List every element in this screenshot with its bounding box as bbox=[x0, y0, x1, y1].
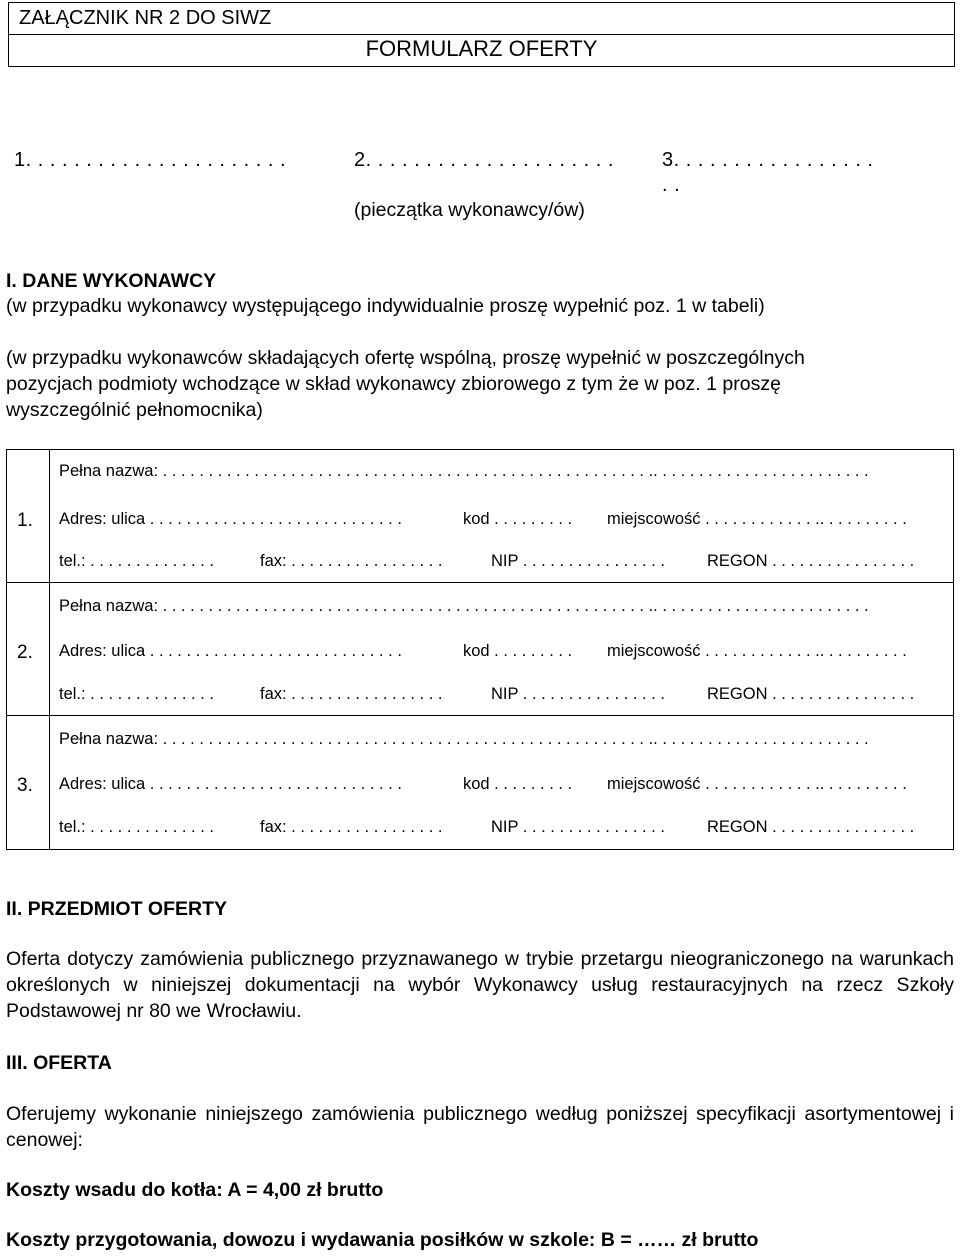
contractor-1-regon[interactable]: REGON . . . . . . . . . . . . . . . . bbox=[707, 552, 915, 570]
contractor-table bbox=[6, 449, 954, 850]
contractor-3-postcode[interactable]: kod . . . . . . . . . bbox=[463, 775, 573, 793]
table-column-divider bbox=[49, 450, 50, 849]
contractor-3-city[interactable]: miejscowość . . . . . . . . . . . . .. . . . . . . . . . bbox=[607, 775, 907, 793]
contractor-1-full-name[interactable]: Pełna nazwa: . . . . . . . . . . . . . . . . . . . . . . . . . . . . . . . . . . . . . . . . . . . . . . . . . . . . . .. . . . . . . . . . . . . . . . . . . . . . . . bbox=[59, 462, 869, 480]
contractor-2-number: 2. bbox=[17, 642, 33, 663]
contractor-1-nip[interactable]: NIP . . . . . . . . . . . . . . . . bbox=[491, 552, 665, 570]
contractor-3-fax[interactable]: fax: . . . . . . . . . . . . . . . . . bbox=[260, 818, 443, 836]
contractor-2-tel[interactable]: tel.: . . . . . . . . . . . . . . bbox=[59, 685, 214, 703]
contractor-1-postcode[interactable]: kod . . . . . . . . . bbox=[463, 510, 573, 528]
contractor-2-full-name[interactable]: Pełna nazwa: . . . . . . . . . . . . . . . . . . . . . . . . . . . . . . . . . . . . . . . . . . . . . . . . . . . . . .. . . . . . . . . . . . . . . . . . . . . . . . bbox=[59, 597, 869, 615]
cost-b-line: Koszty przygotowania, dowozu i wydawania posiłków w szkole: B = …… zł brutto bbox=[6, 1229, 759, 1251]
section1-note-joint-line2: pozycjach podmioty wchodzące w skład wykonawcy zbiorowego z tym że w poz. 1 proszę bbox=[6, 373, 781, 395]
header-box bbox=[8, 2, 955, 67]
contractor-1-street[interactable]: Adres: ulica . . . . . . . . . . . . . . . . . . . . . . . . . . . . bbox=[59, 510, 402, 528]
contractor-3-nip[interactable]: NIP . . . . . . . . . . . . . . . . bbox=[491, 818, 665, 836]
contractor-3-street[interactable]: Adres: ulica . . . . . . . . . . . . . . . . . . . . . . . . . . . . bbox=[59, 775, 402, 793]
stamp-caption: (pieczątka wykonawcy/ów) bbox=[354, 199, 585, 221]
contractor-2-fax[interactable]: fax: . . . . . . . . . . . . . . . . . bbox=[260, 685, 443, 703]
table-row-divider bbox=[7, 715, 953, 716]
section3-heading: III. OFERTA bbox=[6, 1052, 112, 1074]
form-title: FORMULARZ OFERTY bbox=[365, 36, 598, 61]
stamp-field-3[interactable]: 3. . . . . . . . . . . . . . . . . bbox=[662, 149, 874, 171]
section3-paragraph: Oferujemy wykonanie niniejszego zamówienia publicznego według poniższej specyfikacji asortymentowej i cenowej: bbox=[6, 1103, 954, 1151]
contractor-2-city[interactable]: miejscowość . . . . . . . . . . . . .. . . . . . . . . . bbox=[607, 642, 907, 660]
contractor-1-number: 1. bbox=[17, 510, 33, 531]
contractor-2-postcode[interactable]: kod . . . . . . . . . bbox=[463, 642, 573, 660]
section1-note-joint-line1: (w przypadku wykonawców składających ofertę wspólną, proszę wypełnić w poszczególnych bbox=[6, 347, 805, 369]
cost-a-line: Koszty wsadu do kotła: A = 4,00 zł brutto bbox=[6, 1179, 384, 1201]
contractor-2-street[interactable]: Adres: ulica . . . . . . . . . . . . . . . . . . . . . . . . . . . . bbox=[59, 642, 402, 660]
annex-title: ZAŁĄCZNIK NR 2 DO SIWZ bbox=[19, 7, 272, 29]
contractor-2-nip[interactable]: NIP . . . . . . . . . . . . . . . . bbox=[491, 685, 665, 703]
section1-heading: I. DANE WYKONAWCY bbox=[6, 270, 217, 292]
contractor-1-tel[interactable]: tel.: . . . . . . . . . . . . . . bbox=[59, 552, 214, 570]
stamp-field-2[interactable]: 2. . . . . . . . . . . . . . . . . . . . . bbox=[354, 149, 614, 171]
contractor-2-regon[interactable]: REGON . . . . . . . . . . . . . . . . bbox=[707, 685, 915, 703]
contractor-1-city[interactable]: miejscowość . . . . . . . . . . . . .. . . . . . . . . . bbox=[607, 510, 907, 528]
contractor-3-full-name[interactable]: Pełna nazwa: . . . . . . . . . . . . . . . . . . . . . . . . . . . . . . . . . . . . . . . . . . . . . . . . . . . . . .. . . . . . . . . . . . . . . . . . . . . . . . bbox=[59, 730, 869, 748]
table-row-divider bbox=[7, 582, 953, 583]
stamp-field-1[interactable]: 1. . . . . . . . . . . . . . . . . . . . . . bbox=[14, 149, 287, 171]
contractor-1-fax[interactable]: fax: . . . . . . . . . . . . . . . . . bbox=[260, 552, 443, 570]
contractor-3-tel[interactable]: tel.: . . . . . . . . . . . . . . bbox=[59, 818, 214, 836]
contractor-3-number: 3. bbox=[17, 775, 33, 796]
header-divider bbox=[9, 34, 954, 35]
section2-paragraph: Oferta dotyczy zamówienia publicznego przyznawanego w trybie przetargu nieograniczonego na warunkach określonych w niniejszej dokumentacji na wybór Wykonawcy usług restauracyjnych na rzecz Szkoły Podstawowej nr 80 we Wrocławiu. bbox=[6, 948, 954, 1022]
stamp-field-3-continued: . . bbox=[662, 174, 681, 196]
contractor-3-regon[interactable]: REGON . . . . . . . . . . . . . . . . bbox=[707, 818, 915, 836]
section1-note-joint-line3: wyszczególnić pełnomocnika) bbox=[6, 399, 263, 421]
section2-heading: II. PRZEDMIOT OFERTY bbox=[6, 898, 228, 920]
section1-note-individual: (w przypadku wykonawcy występującego indywidualnie proszę wypełnić poz. 1 w tabeli) bbox=[6, 295, 765, 317]
